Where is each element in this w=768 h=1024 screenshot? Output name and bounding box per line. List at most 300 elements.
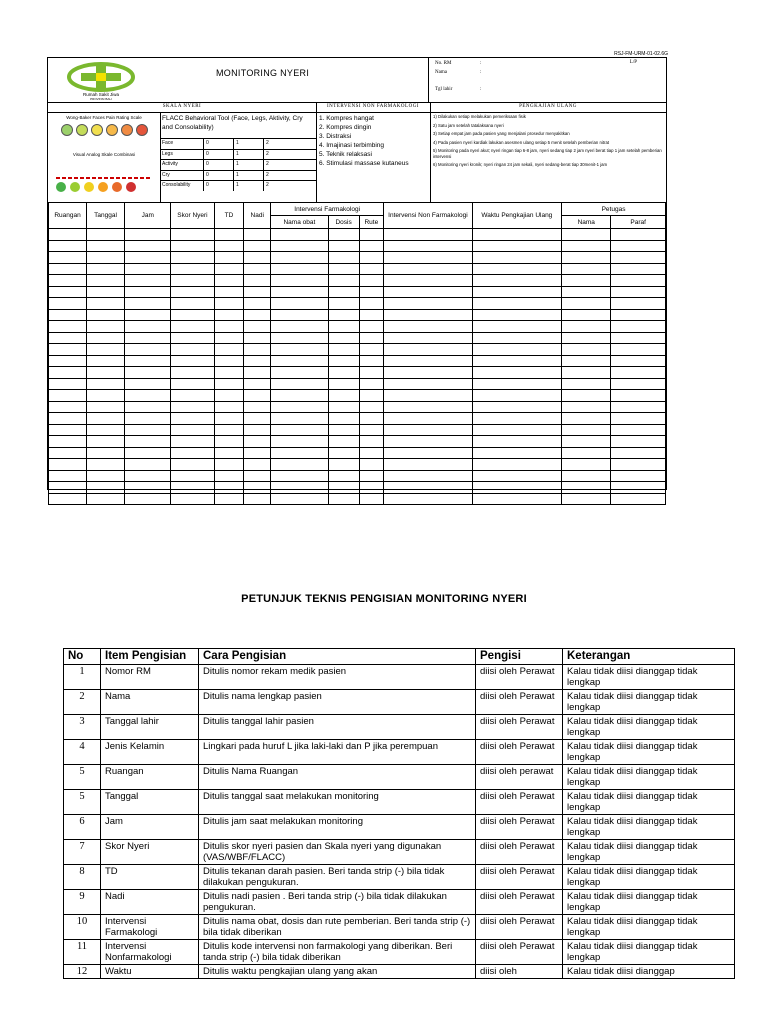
log-cell[interactable] (611, 275, 666, 287)
log-cell[interactable] (384, 482, 472, 494)
log-cell[interactable] (49, 355, 87, 367)
log-cell[interactable] (171, 401, 214, 413)
log-cell[interactable] (472, 286, 561, 298)
log-cell[interactable] (125, 424, 171, 436)
log-cell[interactable] (384, 332, 472, 344)
log-cell[interactable] (214, 229, 244, 241)
log-cell[interactable] (611, 413, 666, 425)
log-cell[interactable] (271, 321, 329, 333)
log-cell[interactable] (562, 470, 611, 482)
log-cell[interactable] (87, 240, 125, 252)
log-cell[interactable] (171, 275, 214, 287)
log-cell[interactable] (171, 367, 214, 379)
log-cell[interactable] (328, 263, 359, 275)
log-cell[interactable] (384, 470, 472, 482)
log-cell[interactable] (472, 321, 561, 333)
log-cell[interactable] (328, 424, 359, 436)
log-cell[interactable] (472, 309, 561, 321)
log-cell[interactable] (244, 470, 271, 482)
log-cell[interactable] (214, 482, 244, 494)
log-cell[interactable] (171, 355, 214, 367)
log-cell[interactable] (562, 321, 611, 333)
log-cell[interactable] (49, 401, 87, 413)
log-cell[interactable] (87, 252, 125, 264)
log-cell[interactable] (611, 252, 666, 264)
log-cell[interactable] (244, 482, 271, 494)
log-cell[interactable] (171, 332, 214, 344)
log-cell[interactable] (244, 401, 271, 413)
log-cell[interactable] (472, 367, 561, 379)
log-cell[interactable] (611, 470, 666, 482)
log-cell[interactable] (271, 252, 329, 264)
log-cell[interactable] (87, 378, 125, 390)
log-cell[interactable] (271, 390, 329, 402)
log-cell[interactable] (271, 229, 329, 241)
log-cell[interactable] (562, 436, 611, 448)
log-cell[interactable] (472, 390, 561, 402)
log-cell[interactable] (171, 459, 214, 471)
log-cell[interactable] (171, 309, 214, 321)
log-cell[interactable] (171, 229, 214, 241)
log-cell[interactable] (244, 447, 271, 459)
log-cell[interactable] (611, 309, 666, 321)
log-cell[interactable] (49, 332, 87, 344)
log-cell[interactable] (562, 424, 611, 436)
log-cell[interactable] (214, 413, 244, 425)
log-cell[interactable] (125, 413, 171, 425)
log-cell[interactable] (271, 459, 329, 471)
log-cell[interactable] (359, 413, 384, 425)
log-cell[interactable] (472, 298, 561, 310)
log-cell[interactable] (125, 493, 171, 505)
log-cell[interactable] (359, 401, 384, 413)
log-cell[interactable] (472, 240, 561, 252)
log-cell[interactable] (125, 263, 171, 275)
log-cell[interactable] (472, 436, 561, 448)
log-cell[interactable] (562, 252, 611, 264)
log-cell[interactable] (49, 275, 87, 287)
log-cell[interactable] (214, 240, 244, 252)
log-cell[interactable] (359, 459, 384, 471)
log-cell[interactable] (328, 470, 359, 482)
log-cell[interactable] (125, 459, 171, 471)
log-cell[interactable] (125, 470, 171, 482)
log-cell[interactable] (214, 355, 244, 367)
log-cell[interactable] (328, 367, 359, 379)
log-cell[interactable] (87, 286, 125, 298)
log-cell[interactable] (49, 390, 87, 402)
log-cell[interactable] (49, 470, 87, 482)
log-cell[interactable] (611, 240, 666, 252)
log-cell[interactable] (87, 436, 125, 448)
log-cell[interactable] (611, 321, 666, 333)
log-cell[interactable] (384, 298, 472, 310)
log-cell[interactable] (359, 298, 384, 310)
log-cell[interactable] (328, 493, 359, 505)
log-cell[interactable] (125, 298, 171, 310)
log-cell[interactable] (171, 436, 214, 448)
log-cell[interactable] (384, 459, 472, 471)
log-cell[interactable] (472, 275, 561, 287)
log-cell[interactable] (472, 229, 561, 241)
log-cell[interactable] (244, 309, 271, 321)
log-cell[interactable] (384, 447, 472, 459)
log-cell[interactable] (384, 321, 472, 333)
log-cell[interactable] (171, 378, 214, 390)
log-cell[interactable] (328, 436, 359, 448)
log-cell[interactable] (125, 321, 171, 333)
log-cell[interactable] (562, 298, 611, 310)
log-cell[interactable] (328, 401, 359, 413)
log-cell[interactable] (244, 298, 271, 310)
log-cell[interactable] (562, 413, 611, 425)
log-cell[interactable] (384, 355, 472, 367)
log-cell[interactable] (472, 447, 561, 459)
log-cell[interactable] (562, 355, 611, 367)
log-cell[interactable] (49, 367, 87, 379)
log-cell[interactable] (171, 470, 214, 482)
log-cell[interactable] (611, 229, 666, 241)
log-cell[interactable] (244, 332, 271, 344)
log-cell[interactable] (328, 332, 359, 344)
log-cell[interactable] (562, 309, 611, 321)
log-cell[interactable] (244, 424, 271, 436)
log-cell[interactable] (171, 493, 214, 505)
log-cell[interactable] (384, 378, 472, 390)
log-cell[interactable] (328, 482, 359, 494)
log-cell[interactable] (87, 309, 125, 321)
log-cell[interactable] (244, 378, 271, 390)
log-cell[interactable] (244, 286, 271, 298)
log-cell[interactable] (214, 309, 244, 321)
log-cell[interactable] (271, 378, 329, 390)
log-cell[interactable] (562, 275, 611, 287)
log-cell[interactable] (384, 263, 472, 275)
log-cell[interactable] (125, 344, 171, 356)
log-cell[interactable] (359, 482, 384, 494)
log-cell[interactable] (87, 493, 125, 505)
log-cell[interactable] (611, 447, 666, 459)
log-cell[interactable] (328, 321, 359, 333)
log-cell[interactable] (562, 286, 611, 298)
log-cell[interactable] (244, 252, 271, 264)
log-cell[interactable] (49, 263, 87, 275)
log-cell[interactable] (359, 470, 384, 482)
log-cell[interactable] (359, 275, 384, 287)
log-cell[interactable] (271, 332, 329, 344)
log-cell[interactable] (611, 390, 666, 402)
log-cell[interactable] (214, 470, 244, 482)
log-cell[interactable] (271, 298, 329, 310)
log-cell[interactable] (472, 413, 561, 425)
log-cell[interactable] (472, 424, 561, 436)
log-cell[interactable] (562, 332, 611, 344)
log-cell[interactable] (611, 459, 666, 471)
log-cell[interactable] (244, 367, 271, 379)
log-cell[interactable] (171, 390, 214, 402)
log-cell[interactable] (87, 355, 125, 367)
log-cell[interactable] (49, 240, 87, 252)
log-cell[interactable] (87, 332, 125, 344)
log-cell[interactable] (125, 390, 171, 402)
log-cell[interactable] (359, 436, 384, 448)
log-cell[interactable] (87, 367, 125, 379)
log-cell[interactable] (472, 332, 561, 344)
log-cell[interactable] (171, 263, 214, 275)
log-cell[interactable] (359, 424, 384, 436)
log-cell[interactable] (214, 424, 244, 436)
log-cell[interactable] (244, 344, 271, 356)
log-cell[interactable] (49, 424, 87, 436)
log-cell[interactable] (87, 482, 125, 494)
log-cell[interactable] (49, 286, 87, 298)
log-cell[interactable] (125, 401, 171, 413)
log-cell[interactable] (214, 332, 244, 344)
log-cell[interactable] (87, 275, 125, 287)
log-cell[interactable] (214, 321, 244, 333)
log-cell[interactable] (328, 298, 359, 310)
log-cell[interactable] (87, 263, 125, 275)
log-cell[interactable] (271, 275, 329, 287)
log-cell[interactable] (562, 482, 611, 494)
log-cell[interactable] (384, 252, 472, 264)
log-cell[interactable] (271, 436, 329, 448)
log-cell[interactable] (214, 344, 244, 356)
log-cell[interactable] (125, 229, 171, 241)
log-cell[interactable] (171, 447, 214, 459)
log-cell[interactable] (87, 447, 125, 459)
log-cell[interactable] (562, 344, 611, 356)
log-cell[interactable] (87, 229, 125, 241)
log-cell[interactable] (472, 252, 561, 264)
log-cell[interactable] (125, 332, 171, 344)
log-cell[interactable] (328, 252, 359, 264)
log-cell[interactable] (611, 344, 666, 356)
log-cell[interactable] (87, 401, 125, 413)
log-cell[interactable] (384, 493, 472, 505)
log-cell[interactable] (125, 436, 171, 448)
log-cell[interactable] (87, 459, 125, 471)
log-cell[interactable] (125, 309, 171, 321)
log-cell[interactable] (328, 229, 359, 241)
log-cell[interactable] (328, 240, 359, 252)
log-cell[interactable] (472, 344, 561, 356)
log-cell[interactable] (328, 413, 359, 425)
log-cell[interactable] (611, 332, 666, 344)
log-cell[interactable] (562, 401, 611, 413)
log-cell[interactable] (244, 263, 271, 275)
log-cell[interactable] (87, 344, 125, 356)
log-cell[interactable] (359, 378, 384, 390)
log-cell[interactable] (171, 413, 214, 425)
log-cell[interactable] (171, 482, 214, 494)
log-cell[interactable] (49, 436, 87, 448)
log-cell[interactable] (49, 413, 87, 425)
log-cell[interactable] (562, 263, 611, 275)
log-cell[interactable] (611, 436, 666, 448)
log-cell[interactable] (472, 493, 561, 505)
log-cell[interactable] (359, 309, 384, 321)
log-cell[interactable] (384, 401, 472, 413)
log-cell[interactable] (214, 436, 244, 448)
log-cell[interactable] (271, 263, 329, 275)
log-cell[interactable] (472, 355, 561, 367)
log-cell[interactable] (125, 482, 171, 494)
log-cell[interactable] (359, 367, 384, 379)
log-cell[interactable] (49, 309, 87, 321)
log-cell[interactable] (271, 447, 329, 459)
log-cell[interactable] (384, 275, 472, 287)
log-cell[interactable] (87, 413, 125, 425)
log-cell[interactable] (87, 298, 125, 310)
log-cell[interactable] (171, 344, 214, 356)
log-cell[interactable] (49, 229, 87, 241)
log-cell[interactable] (244, 493, 271, 505)
log-cell[interactable] (244, 436, 271, 448)
log-cell[interactable] (171, 321, 214, 333)
log-cell[interactable] (562, 367, 611, 379)
log-cell[interactable] (125, 252, 171, 264)
log-cell[interactable] (611, 493, 666, 505)
log-cell[interactable] (244, 229, 271, 241)
log-cell[interactable] (359, 263, 384, 275)
log-cell[interactable] (271, 344, 329, 356)
log-cell[interactable] (611, 263, 666, 275)
log-cell[interactable] (49, 252, 87, 264)
log-cell[interactable] (171, 298, 214, 310)
log-cell[interactable] (562, 459, 611, 471)
log-cell[interactable] (328, 459, 359, 471)
log-cell[interactable] (214, 378, 244, 390)
log-cell[interactable] (562, 229, 611, 241)
log-cell[interactable] (244, 275, 271, 287)
log-cell[interactable] (359, 252, 384, 264)
log-cell[interactable] (214, 367, 244, 379)
log-cell[interactable] (611, 424, 666, 436)
log-cell[interactable] (384, 240, 472, 252)
log-cell[interactable] (384, 367, 472, 379)
log-cell[interactable] (214, 447, 244, 459)
log-cell[interactable] (562, 390, 611, 402)
log-cell[interactable] (359, 447, 384, 459)
log-cell[interactable] (328, 355, 359, 367)
log-cell[interactable] (611, 378, 666, 390)
log-cell[interactable] (611, 401, 666, 413)
log-cell[interactable] (87, 424, 125, 436)
log-cell[interactable] (49, 344, 87, 356)
log-cell[interactable] (359, 286, 384, 298)
log-cell[interactable] (359, 229, 384, 241)
log-cell[interactable] (49, 321, 87, 333)
log-cell[interactable] (472, 378, 561, 390)
log-cell[interactable] (328, 275, 359, 287)
log-cell[interactable] (472, 470, 561, 482)
log-cell[interactable] (359, 240, 384, 252)
log-cell[interactable] (328, 390, 359, 402)
log-cell[interactable] (214, 459, 244, 471)
log-cell[interactable] (271, 309, 329, 321)
log-cell[interactable] (472, 401, 561, 413)
log-cell[interactable] (359, 493, 384, 505)
log-cell[interactable] (384, 309, 472, 321)
log-cell[interactable] (384, 229, 472, 241)
log-cell[interactable] (87, 321, 125, 333)
log-cell[interactable] (328, 447, 359, 459)
log-cell[interactable] (171, 424, 214, 436)
log-cell[interactable] (271, 424, 329, 436)
log-cell[interactable] (125, 355, 171, 367)
log-cell[interactable] (244, 413, 271, 425)
log-cell[interactable] (271, 401, 329, 413)
log-cell[interactable] (271, 355, 329, 367)
log-cell[interactable] (125, 275, 171, 287)
log-cell[interactable] (49, 298, 87, 310)
log-cell[interactable] (562, 493, 611, 505)
log-cell[interactable] (359, 321, 384, 333)
log-cell[interactable] (384, 344, 472, 356)
log-cell[interactable] (214, 286, 244, 298)
log-cell[interactable] (49, 482, 87, 494)
log-cell[interactable] (328, 286, 359, 298)
log-cell[interactable] (125, 367, 171, 379)
log-cell[interactable] (611, 286, 666, 298)
log-cell[interactable] (271, 286, 329, 298)
log-cell[interactable] (271, 413, 329, 425)
log-cell[interactable] (562, 240, 611, 252)
log-cell[interactable] (214, 401, 244, 413)
log-cell[interactable] (384, 413, 472, 425)
log-cell[interactable] (271, 240, 329, 252)
log-cell[interactable] (214, 275, 244, 287)
log-cell[interactable] (125, 286, 171, 298)
log-cell[interactable] (472, 459, 561, 471)
log-cell[interactable] (49, 378, 87, 390)
log-cell[interactable] (359, 390, 384, 402)
log-cell[interactable] (328, 309, 359, 321)
log-cell[interactable] (171, 252, 214, 264)
log-cell[interactable] (125, 447, 171, 459)
log-cell[interactable] (87, 390, 125, 402)
log-cell[interactable] (171, 286, 214, 298)
log-cell[interactable] (87, 470, 125, 482)
log-cell[interactable] (49, 493, 87, 505)
log-cell[interactable] (49, 459, 87, 471)
log-cell[interactable] (49, 447, 87, 459)
log-cell[interactable] (271, 367, 329, 379)
log-cell[interactable] (244, 459, 271, 471)
log-cell[interactable] (384, 436, 472, 448)
log-cell[interactable] (244, 321, 271, 333)
log-cell[interactable] (384, 286, 472, 298)
log-cell[interactable] (328, 378, 359, 390)
log-cell[interactable] (271, 493, 329, 505)
log-cell[interactable] (611, 367, 666, 379)
log-cell[interactable] (359, 332, 384, 344)
log-cell[interactable] (472, 482, 561, 494)
log-cell[interactable] (384, 424, 472, 436)
log-cell[interactable] (171, 240, 214, 252)
log-cell[interactable] (244, 390, 271, 402)
log-cell[interactable] (125, 378, 171, 390)
log-cell[interactable] (359, 344, 384, 356)
log-cell[interactable] (611, 298, 666, 310)
log-cell[interactable] (214, 493, 244, 505)
log-cell[interactable] (562, 447, 611, 459)
log-cell[interactable] (214, 263, 244, 275)
log-cell[interactable] (244, 240, 271, 252)
log-cell[interactable] (611, 355, 666, 367)
log-cell[interactable] (384, 390, 472, 402)
